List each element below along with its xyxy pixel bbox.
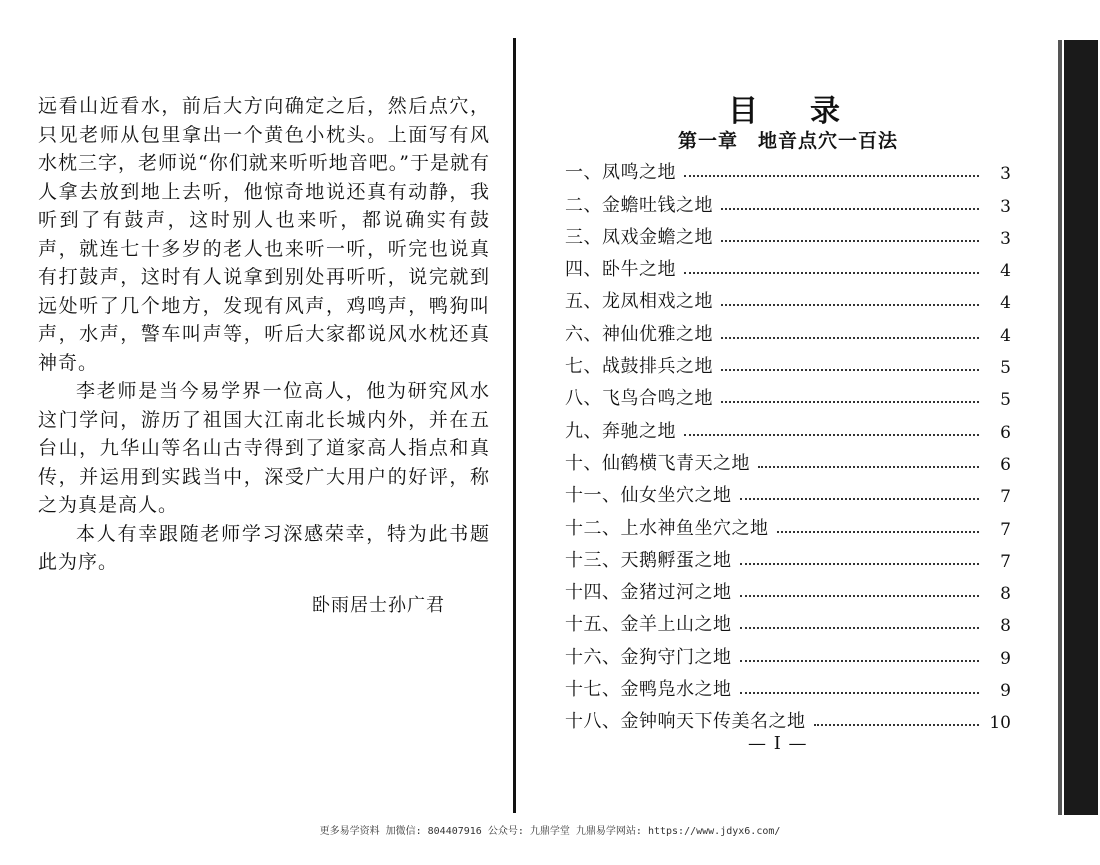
toc-entry: [565, 184, 1011, 216]
chapter-heading: 第一章 地音点穴一百法: [678, 130, 899, 152]
toc-entry: [565, 152, 1011, 184]
toc-entry-label: 九、奔驰之地: [565, 420, 676, 442]
toc-entry: [565, 669, 1011, 701]
toc-entry-label: 一、凤鸣之地: [565, 162, 676, 184]
toc-entry-page: 6: [1000, 454, 1011, 475]
toc-entry-page: 8: [1000, 584, 1011, 605]
toc-leader-dots: [721, 401, 979, 403]
toc-leader-dots: [740, 563, 980, 565]
toc-entry: [565, 701, 1011, 733]
toc-entry-page: 5: [1000, 390, 1011, 411]
toc-leader-dots: [740, 692, 980, 694]
footer-watermark: 更多易学资料 加微信: 804407916 公众号: 九鼎学堂 九鼎易学网站: https://www.jdyx6.com/: [319, 826, 781, 837]
toc-leader-dots: [721, 240, 979, 242]
toc-entry-page: 5: [1000, 358, 1011, 379]
preface-paragraph-1: 远看山近看水，前后大方向确定之后，然后点穴，只见老师从包里拿出一个黄色小枕头。上面写有风水枕三字，老师说“你们就来听听地音吧。”于是就有人拿去放到地上去听，他惊奇地说还真有动静，我听到了有鼓声，这时别人也来听，都说确实有鼓声，就连七十多岁的老人也来听一听，听完也说真有打鼓声，这时有人说拿到别处再听听，说完就到远处听了几个地方，发现有风声，鸡鸣声，鸭狗叫声，水声，警车叫声等，听后大家都说风水枕还真神奇。: [38, 95, 490, 374]
toc-entry-page: 4: [1000, 325, 1011, 346]
toc-entry: [565, 636, 1011, 668]
toc-entry: [565, 572, 1011, 604]
toc-entry-page: 10: [989, 713, 1011, 734]
toc-entry: [565, 475, 1011, 507]
toc-entry: [565, 540, 1011, 572]
toc-entry-page: 7: [1000, 551, 1011, 572]
toc-entry-page: 3: [1000, 164, 1011, 185]
toc-leader-dots: [721, 208, 979, 210]
toc-entry-label: 五、龙凤相戏之地: [565, 291, 713, 313]
toc-leader-dots: [684, 272, 979, 274]
toc-leader-dots: [721, 304, 979, 306]
toc-entry-page: 4: [1000, 261, 1011, 282]
toc-entry-page: 4: [1000, 293, 1011, 314]
toc-entry-label: 七、战鼓排兵之地: [565, 356, 713, 378]
toc-leader-dots: [740, 627, 980, 629]
toc-entry-label: 十四、金猪过河之地: [565, 582, 732, 604]
toc-entry-label: 八、飞鸟合鸣之地: [565, 388, 713, 410]
toc-leader-dots: [740, 660, 980, 662]
toc-entry: [565, 410, 1011, 442]
preface-signature: 卧雨居士孙广君: [312, 595, 445, 616]
toc-entry-page: 7: [1000, 487, 1011, 508]
toc-entry-label: 二、金蟾吐钱之地: [565, 194, 713, 216]
toc-entry-label: 十七、金鸭凫水之地: [565, 679, 732, 701]
page-edge-bar: [1064, 40, 1098, 815]
toc-entry: [565, 281, 1011, 313]
toc-entry: [565, 507, 1011, 539]
toc-entry: [565, 346, 1011, 378]
toc-entry: [565, 313, 1011, 345]
page-edge-shadow: [1058, 40, 1062, 815]
toc-entry-page: 3: [1000, 196, 1011, 217]
toc-entry-page: 3: [1000, 228, 1011, 249]
toc-entry-label: 十三、天鹅孵蛋之地: [565, 549, 732, 571]
toc-entry-label: 三、凤戏金蟾之地: [565, 226, 713, 248]
toc-entry-label: 十、仙鹤横飞青天之地: [565, 452, 750, 474]
toc-leader-dots: [740, 595, 980, 597]
toc-leader-dots: [721, 337, 979, 339]
toc-leader-dots: [740, 498, 980, 500]
toc-leader-dots: [777, 531, 980, 533]
toc-leader-dots: [721, 369, 979, 371]
toc-title: 目录: [728, 94, 892, 129]
toc-list: [565, 152, 1011, 733]
toc-leader-dots: [684, 175, 979, 177]
page-number: — I —: [748, 733, 808, 754]
book-spine: [513, 38, 516, 813]
preface-paragraph-3: 本人有幸跟随老师学习深感荣幸，特为此书题此为序。: [38, 522, 490, 573]
toc-entry-label: 十五、金羊上山之地: [565, 614, 732, 636]
toc-entry-label: 四、卧牛之地: [565, 259, 676, 281]
toc-entry-label: 十八、金钟响天下传美名之地: [565, 711, 806, 733]
toc-entry: [565, 378, 1011, 410]
toc-leader-dots: [758, 466, 979, 468]
preface-text: [38, 92, 490, 577]
toc-entry-page: 9: [1000, 648, 1011, 669]
toc-entry-label: 十六、金狗守门之地: [565, 646, 732, 668]
toc-entry: [565, 249, 1011, 281]
toc-entry-label: 六、神仙优雅之地: [565, 323, 713, 345]
toc-entry-label: 十二、上水神鱼坐穴之地: [565, 517, 769, 539]
toc-entry: [565, 604, 1011, 636]
toc-leader-dots: [684, 434, 979, 436]
toc-entry-label: 十一、仙女坐穴之地: [565, 485, 732, 507]
toc-leader-dots: [814, 724, 980, 726]
preface-paragraph-2: 李老师是当今易学界一位高人，他为研究风水这门学问，游历了祖国大江南北长城内外，并在五台山，九华山等名山古寺得到了道家高人指点和真传，并运用到实践当中，深受广大用户的好评，称之为真是高人。: [38, 380, 490, 516]
toc-entry-page: 7: [1000, 519, 1011, 540]
toc-entry: [565, 443, 1011, 475]
toc-entry-page: 6: [1000, 422, 1011, 443]
toc-entry: [565, 217, 1011, 249]
toc-entry-page: 9: [1000, 681, 1011, 702]
toc-entry-page: 8: [1000, 616, 1011, 637]
